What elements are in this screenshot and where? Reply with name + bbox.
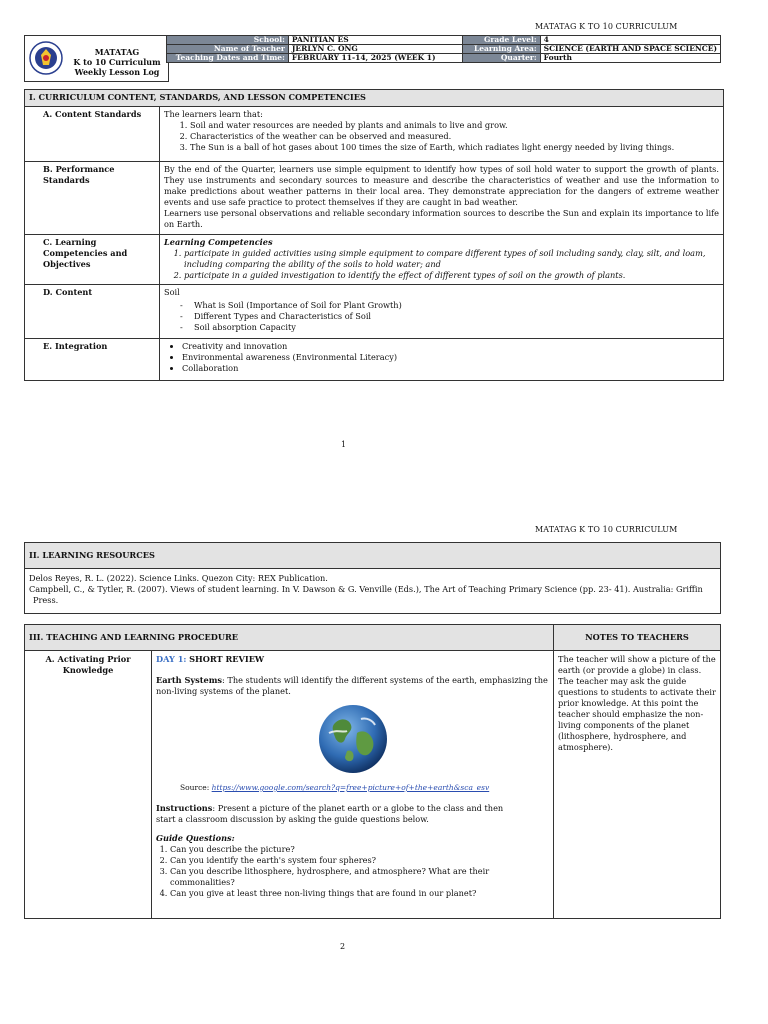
notes-text: The teacher will show a picture of the earth (or provide a globe) in class. The teacher may ask the guide questions to students to activate their prior knowledge. At this point the teacher should emphasize the non-living components of the planet (lithosphere, hydrosphere, and atmosphere). bbox=[554, 651, 721, 919]
resource-item: Campbell, C., & Tytler, R. (2007). Views of student learning. In V. Dawson & G. Venville (Eds.), The Art of Teaching Primary Science (pp. 23- 41). Australia: Griffin Press. bbox=[29, 584, 703, 605]
list-item: - What is Soil (Importance of Soil for Plant Growth) bbox=[194, 300, 719, 311]
day-label: DAY 1: bbox=[156, 654, 187, 664]
list-item: • Collaboration bbox=[182, 363, 719, 374]
list-item: 1. participate in guided activities using simple equipment to compare different types of soil including sandy, clay, silt, and loam, including comparing the ability of the soils to hold water; and bbox=[184, 248, 719, 270]
notes-title: NOTES TO TEACHERS bbox=[554, 625, 721, 651]
grade-value: 4 bbox=[540, 36, 720, 45]
list-item: 3. The Sun is a ball of hot gases about 100 times the size of Earth, which radiates light energy needed by living things. bbox=[190, 142, 719, 153]
list-item: 2. participate in a guided investigation to identify the effect of different types of soil on the growth of plants. bbox=[184, 270, 719, 281]
earth-globe-image bbox=[317, 703, 389, 775]
competencies-title: Learning Competencies bbox=[164, 237, 273, 247]
school-value: PANITIAN ES bbox=[288, 36, 462, 45]
curriculum-table bbox=[24, 89, 724, 381]
instructions-text: : Present a picture of the planet earth or a globe to the class and then start a classroom discussion by asking the guide questions below. bbox=[156, 803, 504, 824]
list-item: 3. Can you describe lithosphere, hydrosphere, and atmosphere? What are their commonalities? bbox=[170, 866, 516, 888]
guide-questions-title: Guide Questions: bbox=[156, 833, 235, 843]
list-item: • Environmental awareness (Environmental Literacy) bbox=[182, 352, 719, 363]
quarter-label: Quarter: bbox=[463, 54, 540, 63]
list-item: 4. Can you give at least three non-living things that are found in our planet? bbox=[170, 888, 516, 899]
list-item: - Soil absorption Capacity bbox=[194, 322, 719, 333]
resources-table bbox=[24, 542, 721, 614]
grade-label: Grade Level: bbox=[463, 36, 540, 45]
quarter-value: Fourth bbox=[540, 54, 720, 63]
competencies-label: C. Learning Competencies and Objectives bbox=[25, 235, 160, 285]
logo-title: MATATAG bbox=[94, 47, 140, 57]
logo-subtitle: K to 10 Curriculum bbox=[73, 57, 161, 67]
content-standards-label: A. Content Standards bbox=[25, 107, 160, 162]
list-item: - Different Types and Characteristics of Soil bbox=[194, 311, 719, 322]
list-item: 1. Soil and water resources are needed by plants and animals to live and grow. bbox=[190, 120, 719, 131]
content-standards-intro: The learners learn that: bbox=[164, 109, 263, 119]
performance-standards-label: B. Performance Standards bbox=[25, 162, 160, 235]
performance-paragraph-2: Learners use personal observations and reliable secondary information sources to describe the Sun and explain its importance to life on Earth. bbox=[164, 208, 719, 229]
list-item: 2. Can you identify the earth's system four spheres? bbox=[170, 855, 516, 866]
content-intro: Soil bbox=[164, 287, 180, 297]
list-item: • Creativity and innovation bbox=[182, 341, 719, 352]
day-title: SHORT REVIEW bbox=[189, 654, 265, 664]
school-label: School: bbox=[167, 36, 289, 45]
section1-title: I. CURRICULUM CONTENT, STANDARDS, AND LESSON COMPETENCIES bbox=[25, 90, 724, 107]
page-number: 2 bbox=[340, 942, 346, 951]
list-item: 2. Characteristics of the weather can be observed and measured. bbox=[190, 131, 719, 142]
area-label: Learning Area: bbox=[463, 45, 540, 54]
page-number: 1 bbox=[341, 440, 347, 449]
earth-systems-label: Earth Systems bbox=[156, 675, 222, 685]
instructions-label: Instructions bbox=[156, 803, 213, 813]
logo-block bbox=[24, 35, 169, 82]
integration-label: E. Integration bbox=[25, 339, 160, 381]
procedure-title: III. TEACHING AND LEARNING PROCEDURE bbox=[25, 625, 554, 651]
area-value: SCIENCE (EARTH AND SPACE SCIENCE) bbox=[540, 45, 720, 54]
page2-header: MATATAG K TO 10 CURRICULUM bbox=[535, 525, 678, 534]
info-table bbox=[166, 35, 721, 63]
content-label: D. Content bbox=[25, 285, 160, 339]
deped-seal-icon bbox=[29, 41, 63, 75]
dates-value: FEBRUARY 11-14, 2025 (WEEK 1) bbox=[288, 54, 462, 63]
procedure-table bbox=[24, 624, 721, 919]
resource-item: Delos Reyes, R. L. (2022). Science Links. Quezon City: REX Publication. bbox=[29, 573, 328, 583]
resources-title: II. LEARNING RESOURCES bbox=[25, 543, 721, 569]
earth-systems-text: : The students will identify the different systems of the earth, emphasizing the non-living systems of the planet. bbox=[156, 675, 548, 696]
source-link[interactable]: https://www.google.com/search?q=free+picture+of+the+earth&sca_esv bbox=[211, 783, 490, 792]
page1-header: MATATAG K TO 10 CURRICULUM bbox=[535, 22, 678, 31]
teacher-label: Name of Teacher bbox=[167, 45, 289, 54]
teacher-value: JERLYN C. ONG bbox=[288, 45, 462, 54]
dates-label: Teaching Dates and Time: bbox=[167, 54, 289, 63]
source-label: Source: bbox=[180, 783, 210, 792]
logo-subtitle-2: Weekly Lesson Log bbox=[74, 67, 160, 77]
activating-label: A. Activating Prior Knowledge bbox=[25, 651, 152, 919]
performance-paragraph: By the end of the Quarter, learners use simple equipment to identify how types of soil hold water to support the growth of plants. They use instruments and secondary sources to measure and describe the characteristics of weather and use the information to make predictions about weather patterns in their local area. They demonstrate appreciation for the dangers of extreme weather events and use safe practice to protect themselves if they are caught in bad weather. bbox=[164, 164, 719, 207]
list-item: 1. Can you describe the picture? bbox=[170, 844, 516, 855]
